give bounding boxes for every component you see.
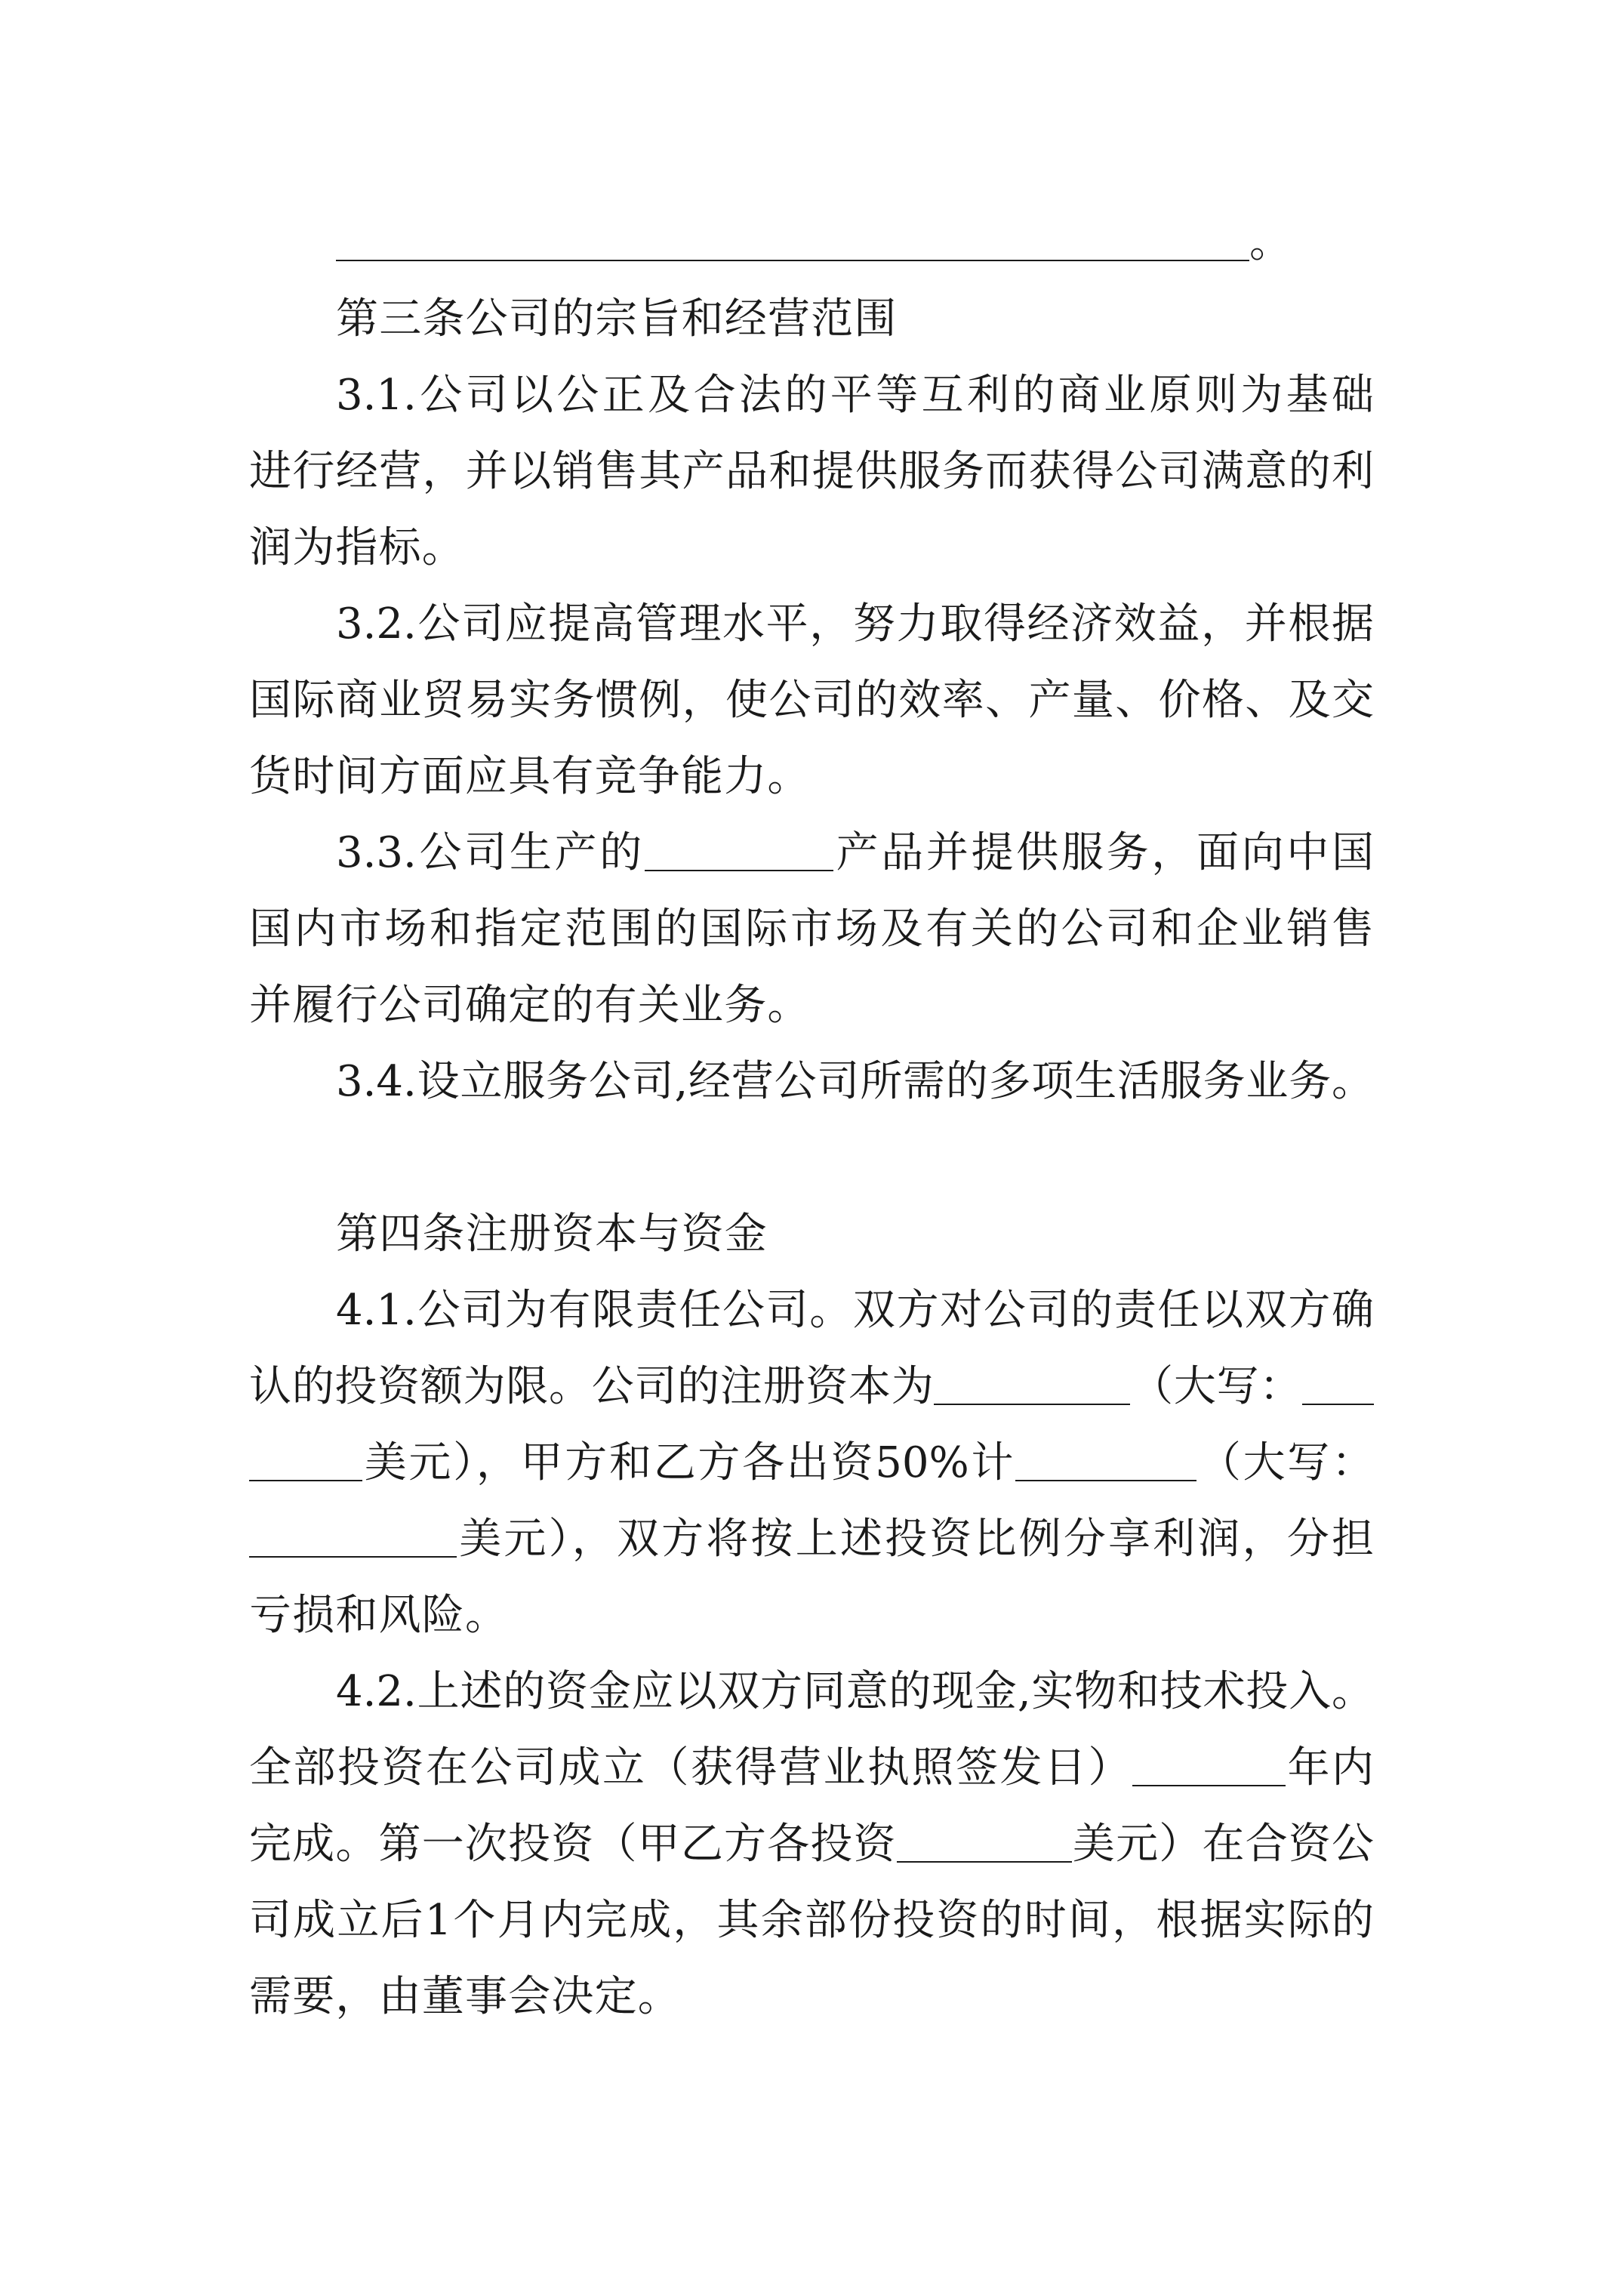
clause-3-3-text: 产品并提供服务，面向中国 (833, 828, 1374, 877)
fill-in-blank (1132, 1785, 1286, 1786)
article-4-heading: 第四条注册资本与资金 (336, 1210, 768, 1259)
continuation-end-mark: 。 (1249, 218, 1293, 267)
clause-3-1-line: 进行经营，并以销售其产品和提供服务而获得公司满意的利 (249, 447, 1374, 496)
fill-in-blank (1302, 1404, 1374, 1405)
clause-4-1-line (249, 1501, 1374, 1577)
clause-4-1-line (249, 1348, 1374, 1425)
article-3-heading: 第三条公司的宗旨和经营范围 (336, 294, 898, 344)
fill-in-blank (1015, 1480, 1196, 1481)
clause-3-2-line: 货时间方面应具有竞争能力。 (249, 752, 811, 801)
clause-4-2-line: 司成立后1个月内完成，其余部份投资的时间，根据实际的 (249, 1896, 1374, 1945)
clause-4-2-text: 美元）在合资公 (1071, 1820, 1374, 1869)
clause-3-1-line: 3.1.公司以公正及合法的平等互利的商业原则为基础 (336, 371, 1374, 420)
clause-3-3-line (249, 815, 1374, 891)
clause-4-1-text: 美元），双方将按上述投资比例分享利润，分担 (457, 1515, 1374, 1564)
fill-in-blank (897, 1861, 1072, 1863)
fill-in-blank (249, 1480, 362, 1481)
fill-in-blank (336, 260, 1249, 261)
clause-4-2-line (249, 1806, 1374, 1882)
continuation-line (249, 205, 1374, 281)
clause-4-2-text: 年内 (1286, 1743, 1374, 1792)
clause-4-1-line (249, 1425, 1374, 1501)
clause-3-2-line: 国际商业贸易实务惯例，使公司的效率、产量、价格、及交 (249, 676, 1374, 725)
clause-4-2-line: 需要，由董事会决定。 (249, 1972, 681, 2021)
fill-in-blank (645, 870, 833, 871)
clause-4-2-text: 全部投资在公司成立（获得营业执照签发日） (249, 1743, 1132, 1792)
clause-4-1-text: （大写： (1196, 1438, 1374, 1487)
blank-spacer-line (249, 1120, 1374, 1196)
clause-3-4-line: 3.4.设立服务公司,经营公司所需的多项生活服务业务。 (336, 1057, 1374, 1106)
clause-3-3-line: 并履行公司确定的有关业务。 (249, 981, 811, 1030)
clause-3-1-line: 润为指标。 (249, 523, 465, 572)
clause-4-1-line: 4.1.公司为有限责任公司。双方对公司的责任以双方确 (336, 1286, 1374, 1335)
clause-4-2-text: 完成。第一次投资（甲乙方各投资 (249, 1820, 897, 1869)
clause-3-3-text: 3.3.公司生产的 (336, 828, 645, 877)
fill-in-blank (934, 1404, 1130, 1405)
fill-in-blank (249, 1556, 457, 1558)
clause-4-1-text: （大写： (1130, 1362, 1303, 1411)
clause-4-1-text: 美元），甲方和乙方各出资50%计 (362, 1438, 1016, 1487)
clause-4-1-line: 亏损和风险。 (249, 1591, 509, 1640)
clause-4-1-text: 认的投资额为限。公司的注册资本为 (249, 1362, 935, 1411)
clause-4-2-line: 4.2.上述的资金应以双方同意的现金,实物和技术投入。 (336, 1667, 1374, 1716)
clause-3-2-line: 3.2.公司应提高管理水平，努力取得经济效益，并根据 (336, 599, 1374, 649)
clause-4-2-line (249, 1730, 1374, 1806)
clause-3-3-line: 国内市场和指定范围的国际市场及有关的公司和企业销售 (249, 905, 1374, 954)
contract-page-body (249, 205, 1374, 2035)
